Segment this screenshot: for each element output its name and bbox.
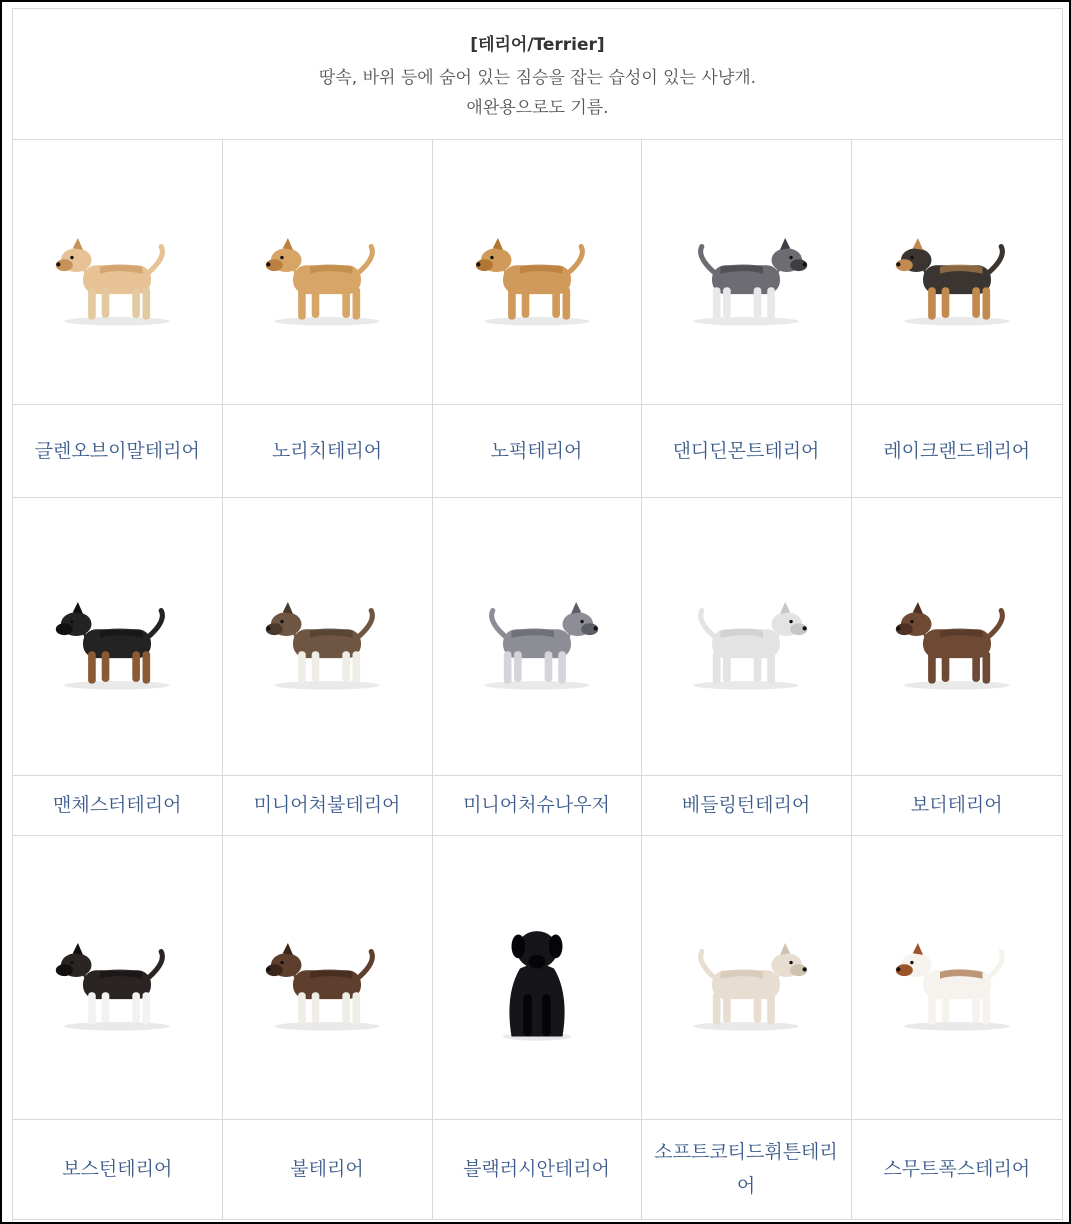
breed-name-link[interactable]: 미니어쳐불테리어 (253, 794, 401, 816)
dog-icon[interactable] (32, 202, 202, 342)
breed-image-cell (13, 835, 222, 1119)
breed-image-cell (641, 835, 851, 1119)
breed-name-cell (851, 404, 1062, 497)
breed-name-link[interactable]: 베들링턴테리어 (681, 794, 811, 816)
breed-name-cell (641, 1119, 851, 1219)
breed-image-cell (432, 497, 641, 775)
dog-icon[interactable] (32, 907, 202, 1047)
category-title: [테리어/Terrier] (470, 34, 605, 55)
breed-name-cell (222, 404, 432, 497)
dog-icon[interactable] (872, 907, 1042, 1047)
name-row (13, 404, 1062, 497)
breed-image-cell (222, 497, 432, 775)
name-row (13, 775, 1062, 835)
table-header (13, 9, 1062, 140)
breed-name-link[interactable]: 레이크랜드테리어 (883, 439, 1031, 462)
category-description: 땅속, 바위 등에 숨어 있는 짐승을 잡는 습성이 있는 사냥개. (318, 67, 757, 88)
breed-name-cell (432, 775, 641, 835)
breed-name-cell (641, 404, 851, 497)
dog-icon[interactable] (661, 566, 831, 706)
dog-icon[interactable] (661, 907, 831, 1047)
dog-icon[interactable] (242, 566, 412, 706)
breed-image-cell (13, 497, 222, 775)
dog-icon[interactable] (872, 566, 1042, 706)
breed-image-cell (851, 140, 1062, 404)
dog-icon[interactable] (452, 566, 622, 706)
breed-name-cell (851, 775, 1062, 835)
breed-image-cell (432, 140, 641, 404)
image-row (13, 497, 1062, 775)
breed-image-cell (851, 835, 1062, 1119)
breed-name-link[interactable]: 스무트폭스테리어 (883, 1158, 1031, 1180)
dog-icon[interactable] (872, 202, 1042, 342)
breed-name-cell (13, 1119, 222, 1219)
breed-image-cell (432, 835, 641, 1119)
name-row (13, 1119, 1062, 1219)
breed-name-link[interactable]: 불테리어 (290, 1158, 364, 1180)
breed-name-cell (641, 775, 851, 835)
breed-name-link[interactable]: 노리치테리어 (271, 439, 383, 462)
breed-table-container (12, 8, 1063, 1223)
breed-name-link[interactable]: 소프트코티드휘튼테리어 (654, 1141, 838, 1197)
breed-name-link[interactable]: 맨체스터테리어 (53, 794, 182, 816)
breed-name-link[interactable]: 댄디딘몬트테리어 (672, 439, 820, 462)
breed-name-cell (13, 775, 222, 835)
breed-name-cell (432, 404, 641, 497)
dog-icon[interactable] (32, 566, 202, 706)
breed-image-cell (641, 497, 851, 775)
image-row (13, 835, 1062, 1119)
dog-icon[interactable] (661, 202, 831, 342)
breed-image-cell (851, 497, 1062, 775)
breed-name-link[interactable]: 미니어처슈나우저 (463, 794, 610, 816)
breed-name-cell (222, 775, 432, 835)
breed-name-link[interactable]: 보스턴테리어 (62, 1158, 173, 1180)
sitting-dog-icon[interactable] (452, 897, 622, 1057)
dog-icon[interactable] (452, 202, 622, 342)
breed-name-cell (222, 1119, 432, 1219)
category-note: 애완용으로도 기름. (466, 97, 609, 118)
breed-image-cell (222, 140, 432, 404)
breed-image-cell (641, 140, 851, 404)
breed-name-link[interactable]: 보더테리어 (910, 794, 1003, 816)
image-row (13, 140, 1062, 404)
dog-icon[interactable] (242, 202, 412, 342)
breed-name-cell (432, 1119, 641, 1219)
dog-icon[interactable] (242, 907, 412, 1047)
breed-image-cell (13, 140, 222, 404)
breed-name-link[interactable]: 블랙러시안테리어 (463, 1158, 610, 1180)
breed-image-cell (222, 835, 432, 1119)
breed-name-cell (13, 404, 222, 497)
breed-name-link[interactable]: 노퍽테리어 (490, 439, 583, 462)
breed-name-cell (851, 1119, 1062, 1219)
breed-name-link[interactable]: 글렌오브이말테리어 (34, 439, 200, 462)
breed-grid (13, 140, 1062, 1220)
